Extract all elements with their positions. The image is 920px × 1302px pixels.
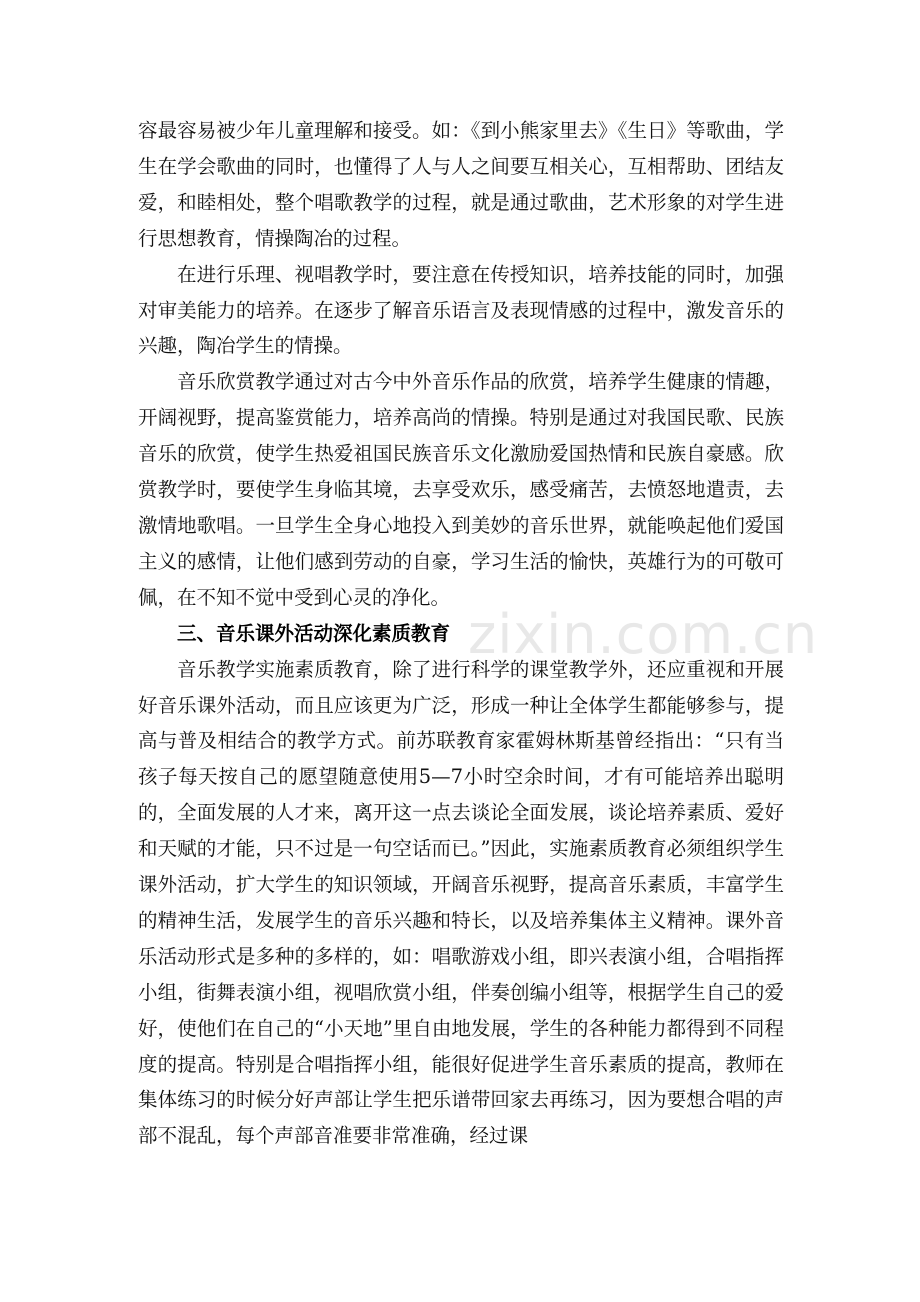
paragraph-continuation: 容最容易被少年儿童理解和接受。如：《到小熊家里去》《生日》等歌曲，学生在学会歌曲的同时，也懂得了人与人之间要互相关心，互相帮助、团结友爱，和睦相处，整个唱歌教学的过程，就是通过歌曲，艺术形象的对学生进行思想教育，情操陶冶的过程。 <box>138 119 784 250</box>
paragraph-extracurricular: 音乐教学实施素质教育，除了进行科学的课堂教学外，还应重视和开展好音乐课外活动，而且应该更为广泛，形成一种让全体学生都能够参与，提高与普及相结合的教学方式。前苏联教育家霍姆林斯基曾经指出：“只有当孩子每天按自己的愿望随意使用5—7小时空余时间，才有可能培养出聪明的，全面发展的人才来，离开这一点去谈论全面发展，谈论培养素质、爱好和天赋的才能，只不过是一句空话而已。”因此，实施素质教育必须组织学生课外活动，扩大学生的知识领域，开阔音乐视野，提高音乐素质，丰富学生的精神生活，发展学生的音乐兴趣和特长，以及培养集体主义精神。课外音乐活动形式是多种的多样的，如：唱歌游戏小组，即兴表演小组，合唱指挥小组，街舞表演小组，视唱欣赏小组，伴奏创编小组等，根据学生自己的爱好，使他们在自己的“小天地”里自由地发展，学生的各种能力都得到不同程度的提高。特别是合唱指挥小组，能很好促进学生音乐素质的提高，教师在集体练习的时候分好声部让学生把乐谱带回家去再练习，因为要想合唱的声部不混乱，每个声部音准要非常准确，经过课 <box>138 657 784 1148</box>
paragraph-music-appreciation: 音乐欣赏教学通过对古今中外音乐作品的欣赏，培养学生健康的情趣，开阔视野，提高鉴赏能力，培养高尚的情操。特别是通过对我国民歌、民族音乐的欣赏，使学生热爱祖国民族音乐文化激励爱国热情和民族自豪感。欣赏教学时，要使学生身临其境，去享受欢乐，感受痛苦，去愤怒地遣责，去激情地歌唱。一旦学生全身心地投入到美妙的音乐世界，就能唤起他们爱国主义的感情，让他们感到劳动的自豪，学习生活的愉快，英雄行为的可敬可佩，在不知不觉中受到心灵的净化。 <box>138 370 784 609</box>
paragraph-solfege-teaching: 在进行乐理、视唱教学时，要注意在传授知识，培养技能的同时，加强对审美能力的培养。在逐步了解音乐语言及表现情感的过程中，激发音乐的兴趣，陶冶学生的情操。 <box>138 262 784 358</box>
section-heading: 三、音乐课外活动深化素质教育 <box>177 621 451 645</box>
document-body <box>138 113 784 1154</box>
site-watermark: zixin.com.cn <box>468 603 819 666</box>
